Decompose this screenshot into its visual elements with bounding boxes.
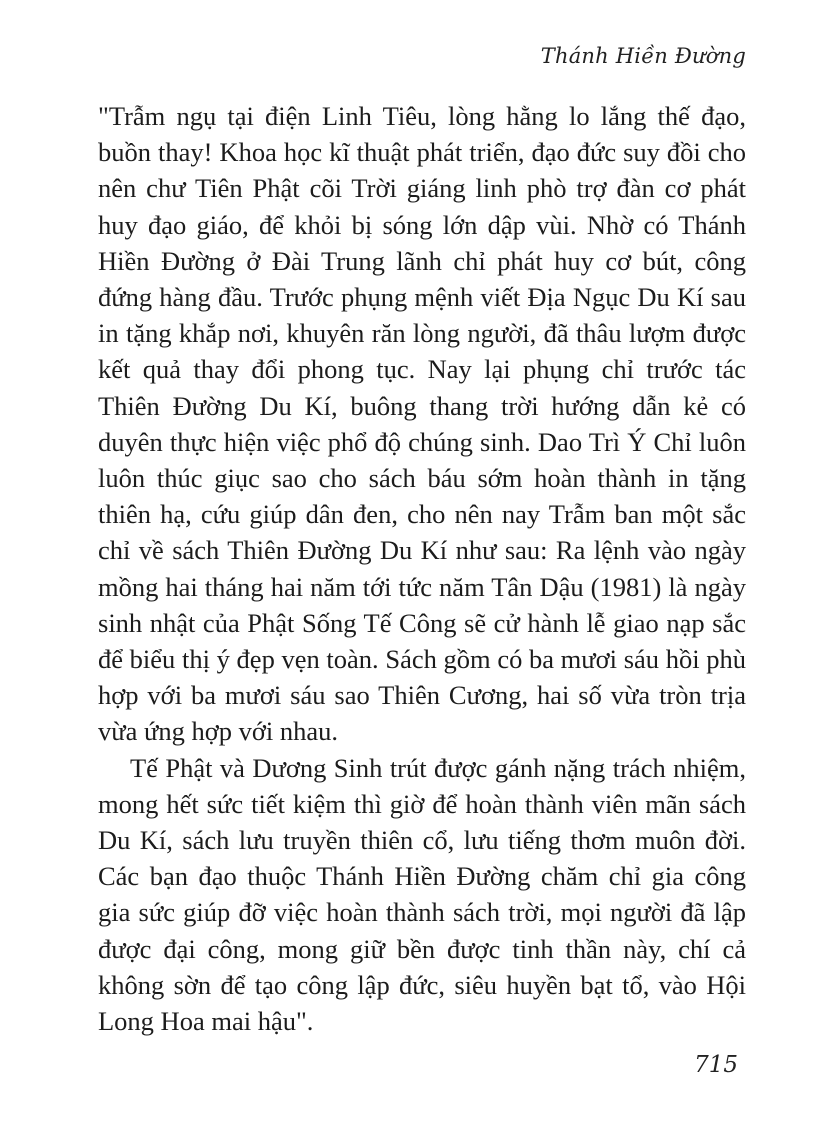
page-number: 715 [694,1052,738,1078]
body-text [98,98,746,1039]
paragraph: "Trẫm ngụ tại điện Linh Tiêu, lòng hằng lo lắng thế đạo, buồn thay! Khoa học kĩ thuật phát triển, đạo đức suy đồi cho nên chư Tiên Phật cõi Trời giáng linh phò trợ đàn cơ phát huy đạo giáo, để khỏi bị sóng lớn dập vùi. Nhờ có Thánh Hiền Đường ở Đài Trung lãnh chỉ phát huy cơ bút, công đứng hàng đầu. Trước phụng mệnh viết Địa Ngục Du Kí sau in tặng khắp nơi, khuyên răn lòng người, đã thâu lượm được kết quả thay đổi phong tục. Nay lại phụng chỉ trước tác Thiên Đường Du Kí, buông thang trời hướng dẫn kẻ có duyên thực hiện việc phổ độ chúng sinh. Dao Trì Ý Chỉ luôn luôn thúc giục sao cho sách báu sớm hoàn thành in tặng thiên hạ, cứu giúp dân đen, cho nên nay Trẫm ban một sắc chỉ về sách Thiên Đường Du Kí như sau: Ra lệnh vào ngày mồng hai tháng hai năm tới tức năm Tân Dậu (1981) là ngày sinh nhật của Phật Sống Tế Công sẽ cử hành lễ giao nạp sắc để biểu thị ý đẹp vẹn toàn. Sách gồm có ba mươi sáu hồi phù hợp với ba mươi sáu sao Thiên Cương, hai số vừa tròn trịa vừa ứng hợp với nhau. [98,101,746,747]
running-header-title: Thánh Hiền Đường [540,44,746,68]
paragraph: Tế Phật và Dương Sinh trút được gánh nặng trách nhiệm, mong hết sức tiết kiệm thì giờ để hoàn thành viên mãn sách Du Kí, sách lưu truyền thiên cổ, lưu tiếng thơm muôn đời. Các bạn đạo thuộc Thánh Hiền Đường chăm chỉ gia công gia sức giúp đỡ việc hoàn thành sách trời, mọi người đã lập được đại công, mong giữ bền được tinh thần này, chí cả không sờn để tạo công lập đức, siêu huyền bạt tổ, vào Hội Long Hoa mai hậu". [98,752,746,1037]
